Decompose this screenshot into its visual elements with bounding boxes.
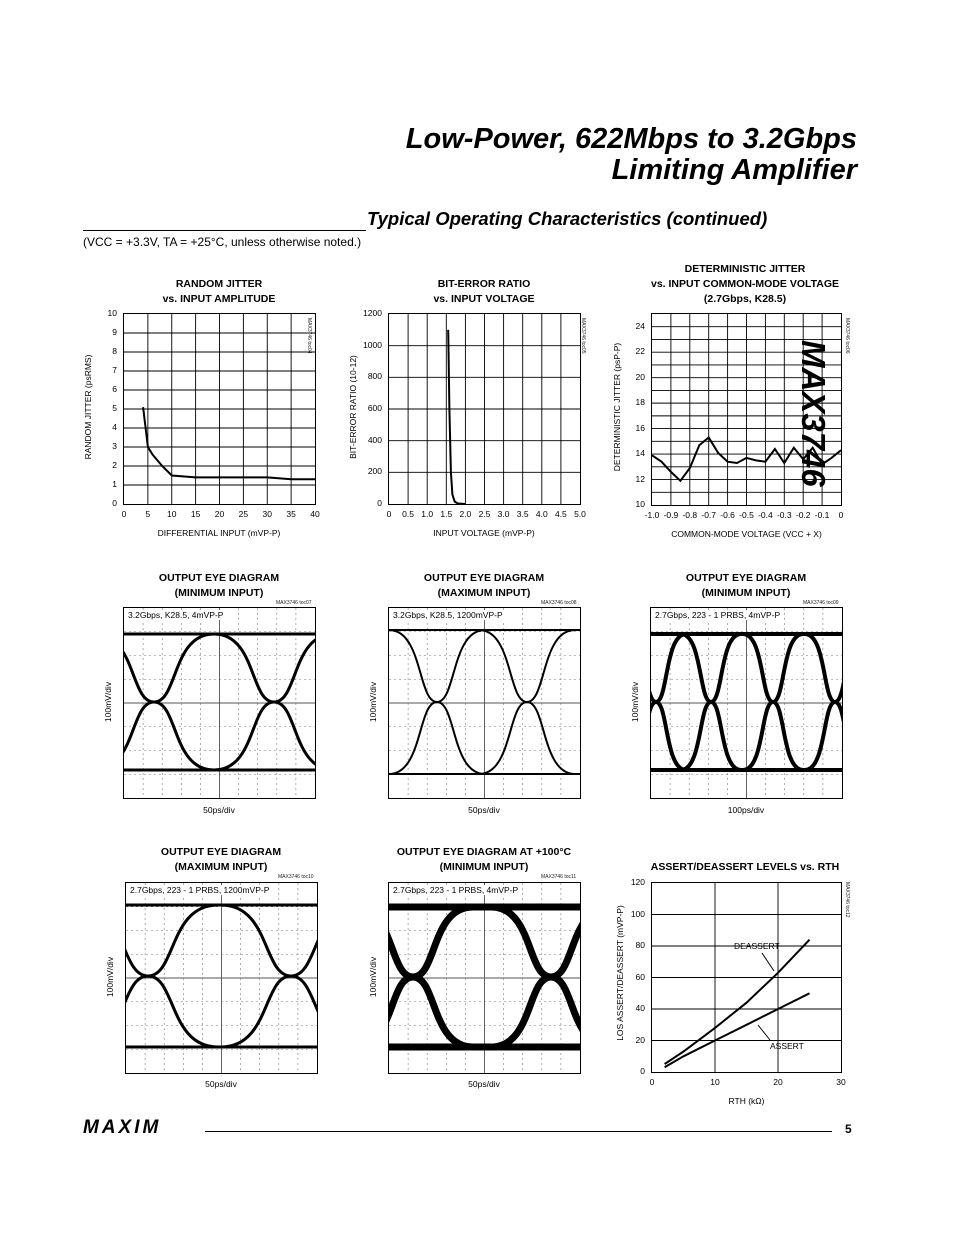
- los-ytick: 80: [635, 940, 645, 950]
- rj-title-line1: RANDOM JITTER: [175, 278, 263, 290]
- section-heading: Typical Operating Characteristics (continued): [367, 208, 768, 229]
- eye4-title-line2: (MAXIMUM INPUT): [174, 861, 268, 873]
- ber-ytick: 600: [367, 403, 382, 413]
- eye5-code: MAX3746 toc11: [541, 874, 577, 880]
- dj-ytick: 20: [635, 371, 645, 382]
- los-xtick: 10: [710, 1077, 720, 1087]
- los-ytick: 120: [630, 877, 645, 887]
- eye4-label: 2.7Gbps, 223 - 1 PRBS, 1200mVP-P: [130, 885, 270, 895]
- los-svg: [652, 883, 841, 1072]
- ber-xtick: 4.0: [535, 509, 548, 519]
- rj-ytick: 4: [112, 422, 117, 432]
- dj-xtick: -1.0: [644, 510, 660, 520]
- los-ytick: 20: [635, 1034, 645, 1045]
- dj-y-label: DETERMINISTIC JITTER (psP-P): [612, 342, 622, 472]
- dj-ytick: 14: [635, 448, 645, 459]
- dj-ytick: 16: [635, 422, 645, 433]
- eye5-title: [388, 845, 580, 875]
- rj-xtick: 40: [310, 509, 320, 519]
- ber-xtick: 3.5: [516, 509, 529, 519]
- eye4-y-label: 100mV/div: [105, 956, 115, 998]
- maxim-logo-text: MAXIM: [83, 1118, 162, 1136]
- dj-xtick: -0.4: [758, 510, 773, 520]
- ber-ytick: 200: [367, 466, 382, 477]
- eye3-title: [650, 571, 842, 601]
- eye3-scope: [650, 607, 843, 799]
- dj-xtick: -0.9: [663, 510, 679, 520]
- rj-xtick: 10: [167, 509, 177, 519]
- rj-xtick: 15: [190, 509, 201, 519]
- eye1-y-label: 100mV/div: [103, 681, 113, 723]
- rj-xtick: 20: [214, 509, 225, 519]
- eye1-code: MAX3746 toc07: [276, 600, 312, 606]
- ber-title: [388, 277, 580, 307]
- page-title-line2: Limiting Amplifier: [611, 154, 857, 186]
- ber-y-label: BIT-ERROR RATIO (10-12): [348, 355, 358, 459]
- dj-ytick: 10: [635, 499, 645, 509]
- rj-ytick: 2: [112, 460, 117, 470]
- assert-callout: [758, 1025, 770, 1040]
- rj-x-label: DIFFERENTIAL INPUT (mVP-P): [157, 528, 281, 538]
- page-number: 5: [845, 1122, 852, 1136]
- los-code: MAX3746 toc12: [844, 882, 850, 918]
- dj-xtick: -0.6: [720, 510, 735, 520]
- eye-trace: [214, 634, 315, 770]
- los-xtick: 0: [649, 1077, 655, 1087]
- ber-xtick: 3.0: [497, 509, 510, 519]
- los-ytick: 100: [630, 908, 645, 919]
- deassert-callout: [762, 953, 774, 971]
- dj-title: [640, 262, 850, 307]
- eye1-svg: [124, 608, 315, 798]
- rj-ytick: 6: [112, 384, 117, 394]
- eye2-y-label: 100mV/div: [368, 681, 378, 723]
- ber-ytick: 800: [367, 371, 382, 382]
- eye-trace: [805, 634, 842, 770]
- ber-xtick: 0: [386, 509, 392, 519]
- eye-trace: [214, 634, 315, 770]
- eye2-svg: [389, 608, 580, 798]
- footer-rule: [205, 1131, 832, 1132]
- rj-title-line2: vs. INPUT AMPLITUDE: [162, 293, 276, 305]
- rj-ytick: 7: [112, 365, 117, 375]
- los-ytick: 60: [635, 971, 645, 982]
- eye1-label: 3.2Gbps, K28.5, 4mVP-P: [128, 610, 224, 620]
- eye2-scope: [388, 607, 581, 799]
- eye2-title-line2: (MAXIMUM INPUT): [437, 587, 531, 599]
- ber-title-line2: vs. INPUT VOLTAGE: [433, 293, 535, 305]
- ber-xtick: 4.5: [554, 509, 567, 519]
- eye3-code: MAX3746 toc09: [803, 600, 839, 606]
- los-ytick: 40: [635, 1003, 645, 1013]
- eye-trace: [389, 907, 473, 1047]
- los-x-label: RTH (kΩ): [728, 1096, 765, 1106]
- rj-ytick: 8: [112, 346, 117, 356]
- dj-title-line1: DETERMINISTIC JITTER: [684, 263, 806, 275]
- dj-x-label: COMMON-MODE VOLTAGE (VCC + X): [671, 529, 822, 539]
- eye5-title-line1: OUTPUT EYE DIAGRAM AT +100°C: [396, 846, 572, 858]
- ber-xtick: 0.5: [402, 509, 414, 519]
- rj-code: MAX3746 toc04: [306, 318, 312, 354]
- eye-trace: [491, 907, 580, 1047]
- ber-code: MAX3746 toc05: [580, 318, 586, 354]
- ber-ytick: 0: [377, 498, 382, 508]
- dj-xtick: -0.5: [739, 510, 754, 520]
- page-title-line1: Low-Power, 622Mbps to 3.2Gbps: [405, 123, 857, 155]
- dj-plot: [651, 313, 842, 506]
- eye2-label: 3.2Gbps, K28.5, 1200mVP-P: [393, 610, 503, 620]
- eye3-svg: [651, 608, 842, 798]
- eye2-title-line1: OUTPUT EYE DIAGRAM: [423, 572, 545, 584]
- dj-code: MAX3746 toc06: [844, 318, 850, 354]
- dj-xtick: -0.1: [814, 510, 830, 520]
- eye-trace: [389, 630, 485, 774]
- los-ytick: 0: [640, 1066, 645, 1076]
- rj-ytick: 5: [112, 403, 117, 413]
- ber-xtick: 1.0: [421, 509, 434, 519]
- eye4-x-label: 50ps/div: [205, 1079, 237, 1089]
- dj-ytick: 22: [635, 346, 645, 357]
- eye4-svg: [126, 883, 317, 1073]
- eye-trace: [651, 634, 686, 770]
- ber-plot: [388, 313, 581, 505]
- rj-xtick: 0: [121, 509, 127, 519]
- ber-xtick: 5.0: [574, 509, 586, 519]
- eye1-title-line1: OUTPUT EYE DIAGRAM: [158, 572, 280, 584]
- eye4-code: MAX3746 toc10: [278, 874, 314, 880]
- dj-title-line3: (2.7Gbps, K28.5): [703, 293, 787, 305]
- eye2-title: [388, 571, 580, 601]
- rj-series-line: [143, 407, 315, 479]
- rj-xtick: 35: [286, 509, 296, 519]
- dj-svg: [652, 314, 841, 505]
- rj-ytick: 9: [112, 327, 117, 337]
- ber-xtick: 1.5: [440, 509, 453, 519]
- dj-xtick: 0: [838, 510, 844, 520]
- eye3-y-label: 100mV/div: [630, 681, 640, 723]
- test-conditions: (VCC = +3.3V, TA = +25°C, unless otherwise noted.): [83, 235, 362, 249]
- rj-plot: [123, 313, 316, 505]
- ber-ytick: 400: [367, 434, 382, 445]
- eye1-scope: [123, 607, 316, 799]
- dj-xtick: -0.7: [701, 510, 717, 520]
- eye5-label: 2.7Gbps, 223 - 1 PRBS, 4mVP-P: [393, 885, 519, 895]
- eye4-title: [125, 845, 317, 875]
- dj-ytick: 12: [635, 473, 645, 484]
- ber-title-line1: BIT-ERROR RATIO: [437, 278, 531, 290]
- eye3-x-label: 100ps/div: [727, 805, 765, 815]
- eye-trace: [743, 634, 803, 770]
- deassert-label: DEASSERT: [734, 941, 780, 951]
- eye-trace: [389, 907, 473, 1047]
- eye3-label: 2.7Gbps, 223 - 1 PRBS, 4mVP-P: [655, 610, 781, 620]
- dj-xtick: -0.3: [776, 510, 792, 520]
- maxim-logo: [83, 1118, 193, 1136]
- eye5-y-label: 100mV/div: [368, 956, 378, 998]
- rj-svg: [124, 314, 315, 504]
- dj-title-line2: vs. INPUT COMMON-MODE VOLTAGE: [650, 278, 840, 290]
- side-part-number: MAX3746: [795, 340, 832, 487]
- dj-ytick: 18: [635, 397, 645, 408]
- ber-xtick: 2.0: [459, 509, 472, 519]
- dj-ytick: 24: [635, 321, 645, 331]
- rj-title: [123, 277, 315, 307]
- ber-ytick: 1200: [363, 308, 382, 318]
- rj-xtick: 25: [238, 509, 249, 519]
- los-assert-line: [665, 993, 810, 1067]
- eye5-title-line2: (MINIMUM INPUT): [439, 861, 529, 873]
- ber-ytick: 1000: [363, 339, 382, 350]
- los-y-label: LOS ASSERT/DEASSERT (mVP-P): [615, 905, 625, 1041]
- rj-ytick: 3: [112, 441, 117, 451]
- eye4-title-line1: OUTPUT EYE DIAGRAM: [160, 846, 282, 858]
- rj-xtick: 5: [145, 509, 151, 519]
- assert-label: ASSERT: [770, 1041, 804, 1051]
- los-xtick: 20: [773, 1077, 783, 1087]
- dj-xtick: -0.8: [682, 510, 698, 520]
- eye-trace: [479, 630, 575, 774]
- eye3-title-line1: OUTPUT EYE DIAGRAM: [685, 572, 807, 584]
- eye1-x-label: 50ps/div: [203, 805, 235, 815]
- ber-x-label: INPUT VOLTAGE (mVP-P): [433, 528, 535, 538]
- los-title: ASSERT/DEASSERT LEVELS vs. RTH: [650, 861, 840, 873]
- rj-xtick: 30: [262, 509, 272, 519]
- ber-series-line: [448, 330, 465, 504]
- eye3-title-line2: (MINIMUM INPUT): [701, 587, 791, 599]
- dj-xtick: -0.2: [795, 510, 811, 520]
- ber-svg: [389, 314, 580, 504]
- eye2-code: MAX3746 toc08: [541, 600, 577, 606]
- los-plot: [651, 882, 842, 1073]
- eye-trace: [681, 634, 741, 770]
- eye1-title: [123, 571, 315, 601]
- eye-trace: [491, 907, 580, 1047]
- section-rule: [83, 230, 366, 231]
- eye5-scope: [388, 882, 581, 1074]
- eye2-x-label: 50ps/div: [468, 805, 500, 815]
- rj-y-label: RANDOM JITTER (psRMS): [83, 354, 93, 460]
- eye5-svg: [389, 883, 580, 1073]
- los-xtick: 30: [836, 1077, 846, 1087]
- eye4-scope: [125, 882, 318, 1074]
- eye5-x-label: 50ps/div: [468, 1079, 500, 1089]
- rj-ytick: 10: [107, 308, 117, 318]
- rj-ytick: 0: [112, 498, 117, 508]
- ber-xtick: 2.5: [478, 509, 491, 519]
- eye1-title-line2: (MINIMUM INPUT): [174, 587, 264, 599]
- rj-ytick: 1: [112, 479, 117, 489]
